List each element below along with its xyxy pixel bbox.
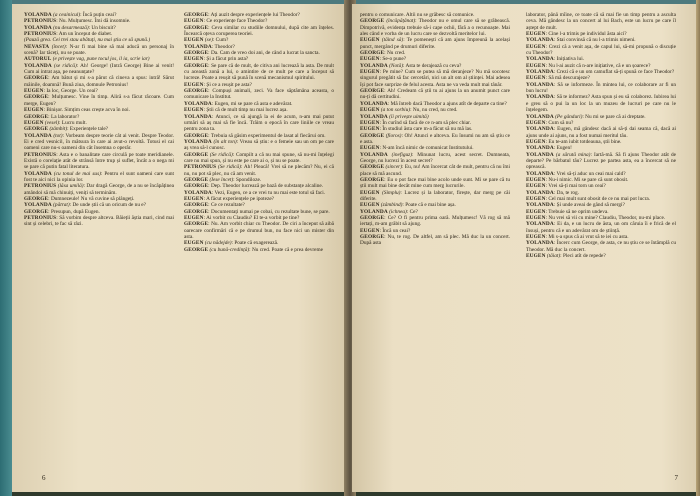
stage-direction: (pătrat) xyxy=(53,202,70,209)
dialogue-line xyxy=(360,37,510,50)
dialogue-text: : Ah! Credeam că știi tu ai ajuns la un anumit punct care nu-ți dă certitudini. xyxy=(360,88,510,101)
speaker-name: EUGEN xyxy=(526,176,546,183)
stage-direction: (zâmbit) xyxy=(49,126,68,133)
speaker-name: GEORGE xyxy=(360,132,385,139)
speaker-name: YOLANDA xyxy=(526,56,554,63)
dialogue-text: : Ați auzit despre experiențele lui Theodor? xyxy=(208,12,300,18)
speaker-name: EUGEN xyxy=(526,62,546,69)
speaker-name: GEORGE xyxy=(184,183,209,190)
dialogue-text: : Crezi că e un om camuflat să-ți spună ce face Theodor? xyxy=(553,69,675,76)
dialogue-text: : În studiul ăsta care m-a făcut să nu mă las. xyxy=(379,126,473,133)
dialogue-line xyxy=(360,234,510,247)
dialogue-text: : Theodor? xyxy=(211,43,235,50)
dialogue-text: : Iartă-mă. Să fi ajuns Theodor atât de departe? Pe bărbatul tău? Lucrez pe partea asta, ea a încercat să ne oprească. xyxy=(526,151,676,171)
dialogue-text: : Da. Cam de vreo doi ani, de când a lucrat la sancta. xyxy=(208,50,320,57)
stage-direction: (lăsa umilă) xyxy=(57,183,84,190)
dialogue-text: : Trebuia să găsim experimentul de lasat al fiecărui om. xyxy=(208,132,326,139)
dialogue-text: : Dep. Theodor lucrează pe bază de substanțe alcaline. xyxy=(208,183,324,190)
dialogue-text: : Spondilozе. xyxy=(233,176,262,183)
stage-direction: (Notă) xyxy=(389,62,404,69)
dialogue-line xyxy=(526,82,676,95)
speaker-name: YOLANDA xyxy=(526,189,554,196)
speaker-name: NEVASTA xyxy=(24,43,50,50)
dialogue-line xyxy=(184,164,334,177)
dialogue-line xyxy=(526,44,676,57)
speaker-name: EUGEN xyxy=(184,215,204,221)
speaker-name: EUGEN xyxy=(24,119,44,126)
dialogue-line xyxy=(360,177,510,190)
dialogue-text: : Asta e o banalitate care circulă pe toate meridianele. Există o corelație atât de strânsă între trup și suflet, încât a o nega mi se pare că putin fatal literatura. xyxy=(24,151,174,171)
dialogue-text: : Încă un ceai? xyxy=(379,227,411,234)
dialogue-line xyxy=(24,44,174,57)
dialogue-text: : Dar dragă George, de a nu se încăpăținea amândoi să mă chinuiți, veniți să terminăm. xyxy=(24,183,175,196)
dialogue-line xyxy=(526,12,676,31)
speaker-name: YOLANDA xyxy=(526,151,554,158)
left-page xyxy=(12,4,348,492)
dialogue-text: : Pentru el sunt oameni care sunt fost te aici nici la opinia lor. xyxy=(24,170,174,183)
speaker-name: EUGEN xyxy=(184,56,204,63)
dialogue-text: : Să mă descurajeze? xyxy=(545,75,590,82)
speaker-name: YOLANDA xyxy=(24,170,52,177)
speaker-name: YOLANDA xyxy=(526,202,554,209)
stage-direction: (încet) xyxy=(51,43,66,50)
dialogue-text: : Nu. Am vorbit chiar cu Theodor. De ciri a început să aibă oarecare confirmări că e pe drumul bun, nu face nici un mister din asta. xyxy=(184,221,334,241)
dialogue-line xyxy=(360,88,510,101)
dialogue-line xyxy=(360,190,510,203)
dialogue-text: : Lucrez și la laborator, firește, dar merg pe căi diferite. xyxy=(360,189,510,202)
speaker-name: GEORGE xyxy=(360,18,385,25)
dialogue-line xyxy=(24,63,174,76)
stage-direction: (sincer) xyxy=(385,164,403,171)
speaker-name: EUGEN xyxy=(184,37,204,44)
speaker-name: EUGEN xyxy=(360,189,380,196)
speaker-name: YOLANDA xyxy=(24,132,52,139)
stage-direction: (Pe gânduri) xyxy=(555,113,583,120)
speaker-name: GEORGE xyxy=(360,50,385,57)
dialogue-text: : Oh! Atunci e altceva. Eu însumi nu am să știu ce e asta. xyxy=(360,132,510,145)
speaker-name: EUGEN xyxy=(526,195,546,202)
speaker-name: GEORGE xyxy=(360,164,385,171)
right-page-column-1 xyxy=(360,12,510,247)
right-page xyxy=(352,4,696,492)
stage-direction: (a sărută mina) xyxy=(555,151,591,158)
stage-direction: (cu tonul de mai sus) xyxy=(53,170,101,177)
dialogue-text: pentru o comunicare. Altii nu se grăbesc să comunice. xyxy=(360,12,475,18)
speaker-name: EUGEN xyxy=(526,215,546,221)
dialogue-text: : Vrei să-ți aduc un ceai mai cald? xyxy=(553,170,626,177)
speaker-name: GEORGE xyxy=(360,88,385,95)
dialogue-line xyxy=(526,152,676,171)
speaker-name: YOLANDA xyxy=(24,62,52,69)
speaker-name: EUGEN xyxy=(360,69,380,76)
dialogue-text: : Presupun, după Eugen. xyxy=(48,208,100,215)
dialogue-text: : Vorbeam despre teorie cât ai venit. Despre Teodor. Ei e cred vesnicil, în mătsura în care ai avut-o revoltă. Totusi el cai oameni care nu-s oameni din cât însemna o operăr. xyxy=(24,132,175,152)
dialogue-text: : Să vorbim despre altceva. Băieții ăștia mari, cind mai sint și celebri, te fac să râzi. xyxy=(24,215,174,228)
dialogue-text: : Eu o pot face mai bine acolo unde sunt. Mi se pare că tu știi mult mai bine decât mine cum merg lucrurile. xyxy=(360,176,510,190)
dialogue-text: : Știi că de mult timp nu mai lucrez așa. xyxy=(203,107,288,114)
dialogue-text: : Atunci, ce să ajungă la ei de acum, n-am mai putut urmări să aș mai să fie încă. Trăim o epocă în care liniile ce vreau pentru zona ta. xyxy=(184,113,334,133)
speaker-name: GEORGE xyxy=(24,113,49,120)
dialogue-line xyxy=(184,139,334,152)
dialogue-text: : Nu-i nimic. Mi se pare că sunt obosit. xyxy=(545,176,629,183)
stage-direction: (vesel) xyxy=(44,119,60,126)
dialogue-text: : Nu l-ai auzit că n-are inițiative, că e un șoarece? xyxy=(545,62,651,69)
dialogue-text: : De unde știi că un oricum de nu e? xyxy=(69,202,146,209)
speaker-name: YOLANDA xyxy=(360,113,388,120)
dialogue-text: : Încerc cum George, de asta, ce nu știu ce se întâmplă cu Theodor. Mă duc la concert. xyxy=(526,240,676,253)
speaker-name: EUGEN xyxy=(24,107,44,114)
dialogue-text: : Te pomenești că am ajuns împreună la același punct, mergând pe drumuri diferite. xyxy=(360,37,510,50)
speaker-name: YOLANDA xyxy=(360,100,388,107)
dialogue-text: : Eu te-am iubit totdeauna, știi bine. xyxy=(545,138,622,145)
dialogue-line xyxy=(360,164,510,177)
dialogue-line xyxy=(526,221,676,234)
dialogue-line xyxy=(184,247,334,253)
dialogue-line xyxy=(24,183,174,196)
dialogue-text: : Da, te rog. xyxy=(553,189,579,196)
speaker-name: YOLANDA xyxy=(184,113,212,120)
dialogue-text: : Compuși animali, zeci. Va face săptămâna aceasta, o comunicare la Institut. xyxy=(184,88,334,101)
stage-direction: (Iese încet) xyxy=(209,176,234,183)
stage-direction: (a ceainicul) xyxy=(53,12,81,18)
stage-direction: (îi privește uimită) xyxy=(389,113,429,120)
dialogue-text: : Am un început de diabet. xyxy=(56,31,113,38)
dialogue-text: : Nu. Mulțumesc. Îmi dă insomnie. xyxy=(56,18,131,25)
speaker-name: YOLANDA xyxy=(526,240,554,247)
dialogue-line xyxy=(360,215,510,228)
speaker-name: GEORGE xyxy=(184,176,209,183)
stage-direction: (fioros) xyxy=(385,132,402,139)
left-page-column-2 xyxy=(184,12,334,253)
speaker-name: GEORGE xyxy=(184,62,209,69)
dialogue-line xyxy=(360,152,510,165)
speaker-name: YOLANDA xyxy=(526,126,554,133)
speaker-name: GEORGE xyxy=(184,88,209,95)
speaker-name: YOLANDA xyxy=(24,12,52,18)
dialogue-text: : Nu mi se pare că ai dreptate. xyxy=(582,113,646,120)
dialogue-line xyxy=(184,221,334,240)
speaker-name: GEORGE xyxy=(24,75,49,82)
speaker-name: GEORGE xyxy=(184,151,209,158)
dialogue-text: : Nu, te rog. De altfel, am să plec. Mă duc la un concert. După asta xyxy=(360,234,510,247)
dialogue-text: : Dumnezeule! Nu vă cuvine să plângeți. xyxy=(48,195,135,202)
stage-direction: (e privește vag, pune tocul jos, il ia, scrie iar) xyxy=(52,56,150,63)
dialogue-line xyxy=(24,152,174,171)
dialogue-text: : Eugen! xyxy=(553,145,572,152)
speaker-name: PETRONIUS xyxy=(24,31,57,38)
right-page-column-2 xyxy=(526,12,676,259)
stage-direction: (Se ridică) xyxy=(209,151,233,158)
speaker-name: EUGEN xyxy=(526,138,546,145)
dialogue-text: : Ce experiențe face Theodor? xyxy=(203,18,268,25)
speaker-name: EUGEN xyxy=(184,195,204,202)
dialogue-text: : Trebuie să ne oprim undeva. xyxy=(545,208,609,215)
speaker-name: YOLANDA xyxy=(360,62,388,69)
speaker-name: EUGEN xyxy=(360,227,380,234)
speaker-name: YOLANDA xyxy=(184,189,212,196)
speaker-name: PETRONIUS xyxy=(184,164,217,171)
stage-direction: (tăiat) xyxy=(546,253,561,260)
dialogue-text: : Ceva similar cu studiile domnului, după cite am înțeles. Încearcă oțeva coruperea teoriei. xyxy=(184,24,334,38)
stage-direction: (nu desarmează) xyxy=(53,24,89,31)
speaker-name: EUGEN xyxy=(526,208,546,215)
stage-direction: (a ton sorbiu) xyxy=(380,107,411,114)
speaker-name: GEORGE xyxy=(24,195,49,202)
dialogue-text: : Ah! George! (Intră George) Bine ai venit! Cum ai intrat așa, pe neanunțate? xyxy=(24,62,174,76)
speaker-name: GEORGE xyxy=(184,202,209,209)
dialogue-text: : Minunat lucru, acest secret. Dumneata, George, nu lucrezi în acest secret? xyxy=(360,151,510,164)
speaker-name: GEORGE xyxy=(184,208,209,215)
dialogue-text: laborator, pânâ mîine, ce toate că să mai fie un timp pentru a asculta ceva. Mă gândesc la un concert al lui Bach, este un lucru pe care îl aștept de mult. xyxy=(526,12,676,31)
dialogue-text: : Se-o pune? xyxy=(379,56,407,63)
dialogue-text: : Documentați numai pe cobai, cu rezultate bune, se pare. xyxy=(208,208,330,215)
speaker-name: PETRONIUS xyxy=(24,18,57,25)
dialogue-text: : Vrei să-ți mai torn un ceai? xyxy=(545,183,606,190)
dialogue-text: : Eu, nu! Am încercat cât de mult, pentru că nu îmi place să mă ascund. xyxy=(360,164,510,177)
dialogue-text: : N-ar fi mai bine să mai aducă un personaj în scenă? Iar tăceți, nu se poate. xyxy=(24,43,174,57)
speaker-name: YOLANDA xyxy=(526,221,554,228)
dialogue-text: : Mi s-a spus că ai vrut să te iei cu asta. xyxy=(545,234,629,241)
speaker-name: YOLANDA xyxy=(184,138,212,145)
speaker-name: YOLANDA xyxy=(24,202,52,209)
speaker-name: EUGEN xyxy=(526,31,546,38)
speaker-name: GEORGE xyxy=(184,50,209,57)
speaker-name: AUTORUL xyxy=(24,56,52,63)
dialogue-text: : Binișor. Simțim ceas crește acva în noi. xyxy=(43,107,130,114)
dialogue-line xyxy=(24,94,174,107)
book-page-edges xyxy=(696,0,700,496)
dialogue-line xyxy=(360,18,510,37)
dialogue-text: : Inițiativa lui. xyxy=(553,56,585,63)
speaker-name: EUGEN xyxy=(360,107,380,114)
stage-direction: (se ridică) xyxy=(54,62,77,69)
dialogue-text: : Se pare că de mult, de citiva ani lucrează la asta. De mult cu această zonă a lui, o amintire de ce mult pe care a început să lucreze. Poate a reușit să pună în scenă mecanismul spiritului. xyxy=(184,62,334,82)
page-number-right: 7 xyxy=(674,474,678,482)
dialogue-text: : Poate că exagerează. xyxy=(231,240,279,247)
dialogue-text: : A făcut experiențele pe ipoteze? xyxy=(203,195,275,202)
stage-direction: (tot) xyxy=(53,132,63,139)
speaker-name: GEORGE xyxy=(24,208,49,215)
dialogue-text: : Ia loc, George. Un ceai? xyxy=(43,88,98,95)
dialogue-text: : Mulțumesc. Vine în timp. Aliră s-a făcut răcoare. Cum merge, Eugen? xyxy=(24,94,174,107)
speaker-name: EUGEN xyxy=(526,183,546,190)
dialogue-text: : Eugen, mi se pare că asta e adevărat. xyxy=(211,100,293,107)
speaker-name: EUGEN xyxy=(526,75,546,82)
dialogue-line xyxy=(526,94,676,113)
dialogue-line xyxy=(360,69,510,88)
speaker-name: YOLANDA xyxy=(360,208,388,215)
speaker-name: GEORGE xyxy=(184,221,209,228)
dialogue-line xyxy=(184,63,334,82)
speaker-name: YOLANDA xyxy=(526,94,554,101)
dialogue-line xyxy=(360,133,510,146)
dialogue-line xyxy=(184,152,334,165)
speaker-name: GEORGE xyxy=(184,132,209,139)
dialogue-line xyxy=(24,133,174,152)
stage-direction: (Pauză grea. Cei trei stau abătuți, nu mai știu ce să spună.) xyxy=(24,37,151,44)
dialogue-text: : Încă puțin ceai? xyxy=(80,12,117,18)
dialogue-text: : Pe mine? Cum se putea să mă deranjeze? Nu mă socotesc singurul pregătit să fac cercetări, nici un alt om al științei. Mai adesea își pot face surprize de felul acesta. Asta ne va veda mult mai tânăr. xyxy=(360,69,510,88)
dialogue-text: : Theodor nu e omul care să se grăbească. Dimpotrivă, evidența trebuie să-i cape ochii, fără a o recunoaște. Mai ales când e vorba de un lucru care se dezvoltă meritelor lui. xyxy=(360,18,511,38)
speaker-name: GEORGE xyxy=(360,215,385,221)
stage-direction: (tăind să) xyxy=(381,37,404,44)
dialogue-text: : Stai convinsă că nu l-a trimis nimeni. xyxy=(553,37,636,44)
stage-direction: (inefiguz) xyxy=(391,151,412,158)
speaker-name: YOLANDA xyxy=(526,81,554,88)
speaker-name: GEORGE xyxy=(24,126,49,133)
dialogue-line xyxy=(526,240,676,253)
dialogue-text: : La laborator? xyxy=(48,113,80,120)
speaker-name: EUGEN xyxy=(360,37,380,44)
dialogue-text: : Și ce a reușit pe asta? xyxy=(203,81,252,88)
stage-direction: (Simplu) xyxy=(382,189,401,196)
stage-direction: (încăpățânat) xyxy=(386,18,416,25)
dialogue-text: : Vezi, Eugen, ce a ce vrei tu nu mai este totul să faci. xyxy=(211,189,325,196)
speaker-name: EUGEN xyxy=(184,81,204,88)
speaker-name: EUGEN xyxy=(184,240,204,247)
speaker-name: GEORGE xyxy=(184,246,209,253)
dialogue-text: : Nu cred. Poate că e prea devreme xyxy=(249,246,323,253)
stage-direction: (în alt ton) xyxy=(213,138,237,145)
dialogue-text: : Poate că e mai bine așa. xyxy=(402,202,456,209)
speaker-name: YOLANDA xyxy=(526,37,554,44)
speaker-name: GEORGE xyxy=(184,12,209,18)
dialogue-text: : Asta te derajează cu ceva? xyxy=(403,62,462,69)
dialogue-text: : Pleci atît de repede? xyxy=(560,253,606,260)
dialogue-text: : Am bătut și mi s-a părut că cineva a spus: intră! Sărut mâinile, doamnă! Bună ziua, domnule Petronius! xyxy=(24,75,174,88)
dialogue-text: : Cine l-a trimis pe individul ăsta aici? xyxy=(545,31,627,38)
speaker-name: YOLANDA xyxy=(526,145,554,152)
dialogue-text: : Și unde aveai de gând să mergi? xyxy=(553,202,625,209)
dialogue-text: : În curînd să facă de ce n-am să plec chiar. xyxy=(379,119,471,126)
speaker-name: YOLANDA xyxy=(360,151,388,158)
speaker-name: GEORGE xyxy=(360,234,385,241)
stage-direction: (cu bună-credință) xyxy=(209,246,250,253)
dialogue-line xyxy=(24,75,174,88)
dialogue-text: : Crezi că a venit așa, de capul lui, să-mi propună o discuție cu Theodor? xyxy=(526,43,676,57)
speaker-name: PETRONIUS xyxy=(24,183,57,190)
left-page-column-1 xyxy=(24,12,174,228)
speaker-name: EUGEN xyxy=(526,234,546,241)
speaker-name: EUGEN xyxy=(360,56,380,63)
dialogue-text: : Ei da, e un lucru de ăsta, un om căruia îi e frică de el însuși, pentru că e un adevărat om de știință. xyxy=(526,221,676,234)
dialogue-text: : Să te informez? Asta spun și eu să colaborez. Iubirea lui e greu să o pui la un loc la un muzeu de lucruri pe care nu le înțelegem. xyxy=(526,94,676,114)
speaker-name: EUGEN xyxy=(526,119,546,126)
dialogue-text: : Nu, nu cred, nu cred. xyxy=(410,107,458,114)
speaker-name: EUGEN xyxy=(184,18,204,25)
speaker-name: EUGEN xyxy=(184,107,204,114)
dialogue-line xyxy=(184,114,334,133)
stage-direction: (ichnea) xyxy=(389,208,407,215)
dialogue-text: : Compilt a că nu mai spune, să nu-mi înțelegi care nu mai spun, și nu este pe care ai o, și nu se poate. xyxy=(184,151,334,164)
dialogue-line xyxy=(24,171,174,184)
dialogue-text: : Mă întreb dacă Theodor a ajuns atît de departe ca tine? xyxy=(387,100,507,107)
speaker-name: YOLANDA xyxy=(184,100,212,107)
dialogue-text: : Și a făcut prin asta? xyxy=(203,56,249,63)
speaker-name: EUGEN xyxy=(360,119,380,126)
dialogue-text: : Cum? xyxy=(212,37,229,44)
stage-direction: (se) xyxy=(204,37,213,44)
dialogue-text: : Eugen, mă gândesc dacă ai să-ți dai seama că, dacă ai ajuns unde ai ajuns, nu a fost numai meritul tău. xyxy=(526,126,676,139)
speaker-name: GEORGE xyxy=(184,24,209,31)
dialogue-text: : N-am încă nimic de comunicat Institutului. xyxy=(379,145,474,152)
dialogue-line xyxy=(526,253,676,259)
dialogue-text: : Lucru mult. xyxy=(59,119,87,126)
speaker-name: YOLANDA xyxy=(526,113,554,120)
dialogue-line xyxy=(24,215,174,228)
dialogue-text: : Cum să nu? xyxy=(545,119,574,126)
speaker-name: PETRONIUS xyxy=(24,151,57,158)
speaker-name: EUGEN xyxy=(526,43,546,50)
dialogue-text: : Să se informeze. În mintea lui, ce colaborare ar fi un bun lucru! xyxy=(526,81,676,95)
speaker-name: YOLANDA xyxy=(24,24,52,31)
page-number-left: 6 xyxy=(42,474,46,482)
speaker-name: GEORGE xyxy=(360,176,385,183)
speaker-name: EUGEN xyxy=(360,202,380,209)
speaker-name: YOLANDA xyxy=(526,170,554,177)
dialogue-text: : Un biscuit? xyxy=(88,24,116,31)
speaker-name: EUGEN xyxy=(360,126,380,133)
book-cover-left xyxy=(0,0,12,496)
dialogue-text: : Cel mai mult sunt obosit de ce nu mai pot lucra. xyxy=(545,195,651,202)
dialogue-text: : Ce? O fi pentru prima oară. Mulțumesc! Vă rog să mă iertați, m-am grăbit să ajung. xyxy=(360,215,510,228)
speaker-name: YOLANDA xyxy=(184,43,212,50)
stage-direction: (Se ridică) xyxy=(218,164,241,171)
stage-direction: (zâmbind) xyxy=(380,202,403,209)
dialogue-text: : Nu vrei să vii cu mine? Claudiu, Theodor, nu-mi place. xyxy=(545,215,666,221)
speaker-name: EUGEN xyxy=(360,145,380,152)
dialogue-text: : Experiențele tale? xyxy=(67,126,109,133)
dialogue-text: : Ce ce rezultate? xyxy=(208,202,245,209)
dialogue-text: : Ai vorbit cu Claudiu? El te-a vorbit pe tine? xyxy=(203,215,300,221)
dialogue-text: : Ah! Pleacă! Vrei să ne plecăm? Nu, ei că nu, nu pot să plec, nu că am venit. xyxy=(184,164,334,177)
speaker-name: EUGEN xyxy=(526,253,546,260)
speaker-name: GEORGE xyxy=(24,94,49,101)
dialogue-line xyxy=(184,88,334,101)
dialogue-text: : Ce? xyxy=(406,208,418,215)
dialogue-line xyxy=(184,25,334,38)
dialogue-text: : Nu cred. xyxy=(384,50,406,57)
speaker-name: YOLANDA xyxy=(526,69,554,76)
speaker-name: EUGEN xyxy=(24,88,44,95)
dialogue-line xyxy=(526,126,676,139)
dialogue-text: : Vreau să știu: e o femeie sau un om pe care aș vrea să-l cunosc. xyxy=(184,138,334,152)
stage-direction: (cu nădejde) xyxy=(204,240,232,247)
speaker-name: PETRONIUS xyxy=(24,215,57,221)
